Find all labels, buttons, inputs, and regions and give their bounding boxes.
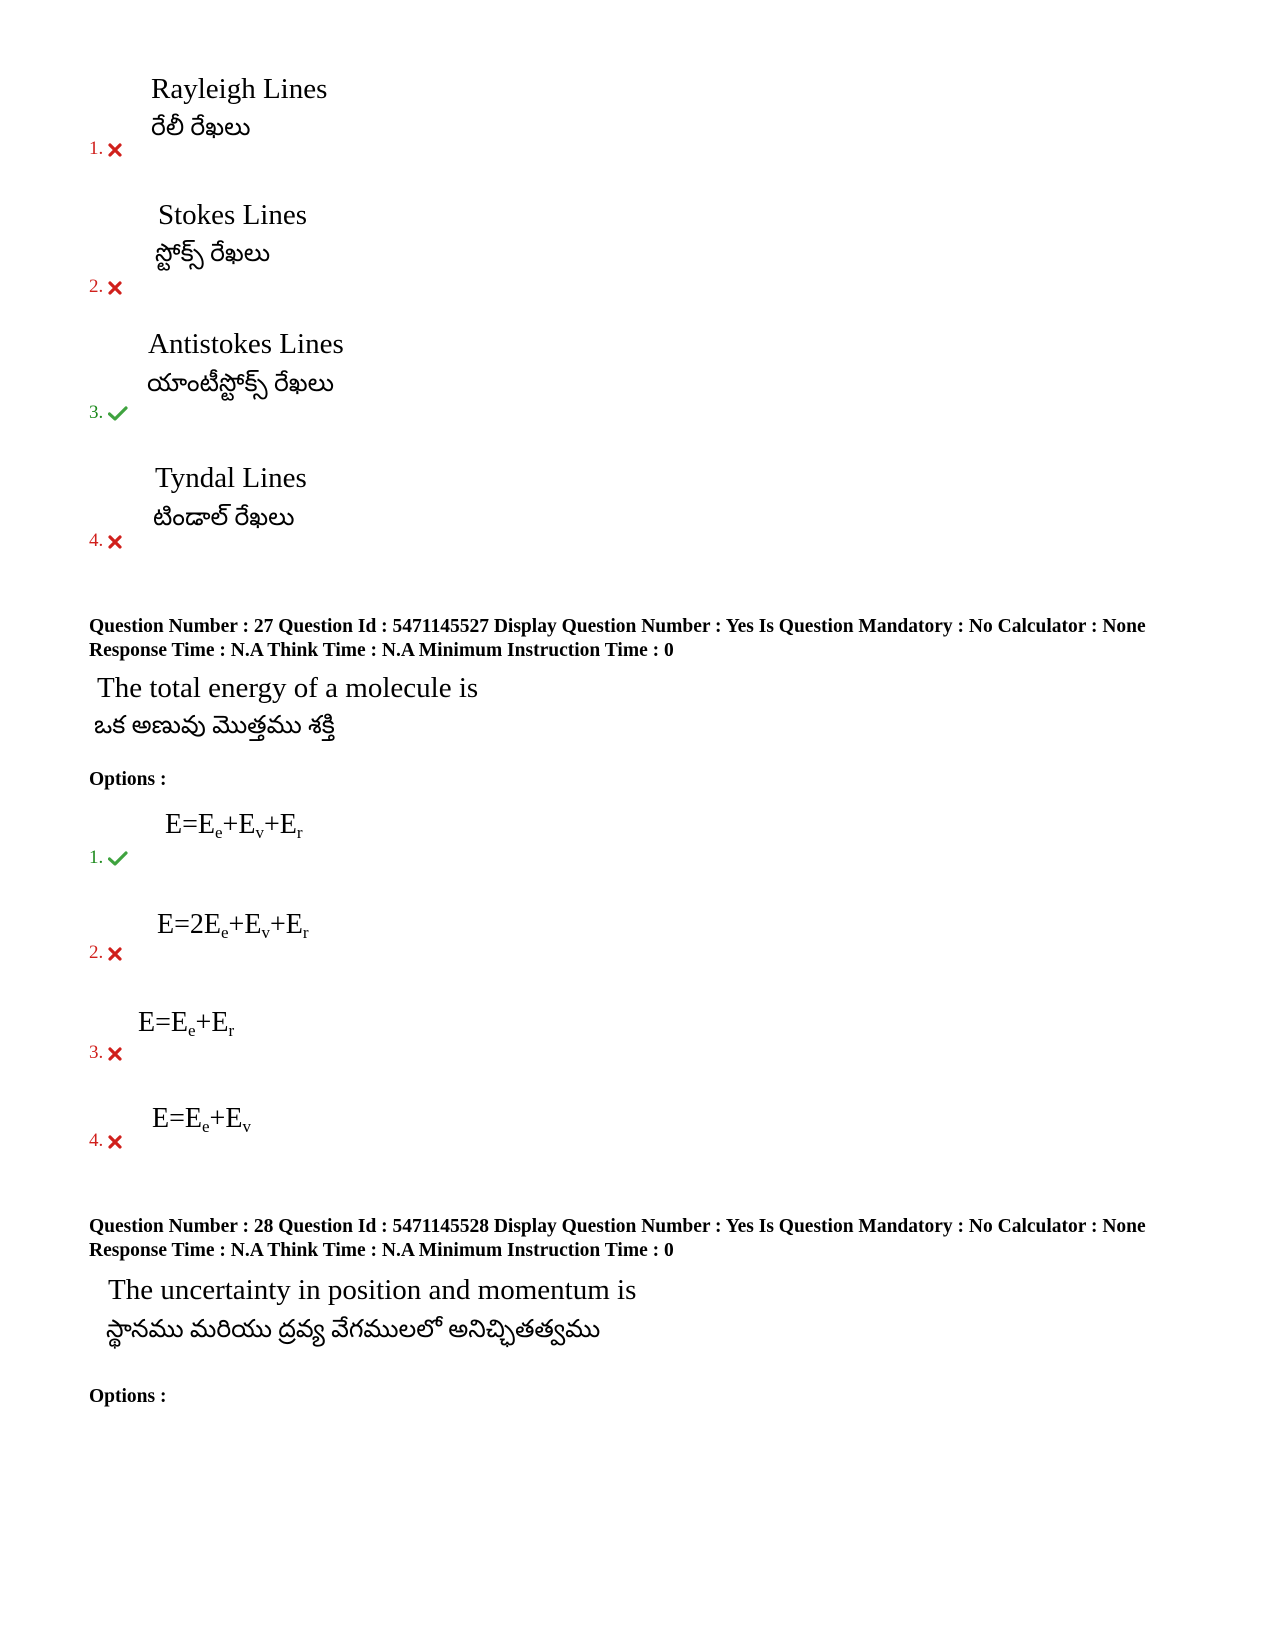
option-text-en: Rayleigh Lines [151, 73, 328, 105]
cross-mark-icon [108, 947, 122, 961]
option-text-en: Stokes Lines [158, 199, 308, 231]
option-number: 2. [89, 942, 122, 964]
option-formula: $E=E_e+E_v$ [152, 1103, 251, 1136]
question-text-te: ఒక అణువు మొత్తము శక్తి [94, 712, 335, 739]
question-text-te: స్థానము మరియు ద్రవ్య వేగములలో అనిచ్ఛితత్వము [106, 1316, 601, 1343]
check-mark-icon [108, 851, 128, 867]
option-text-te: రేలీ రేఖలు [151, 114, 251, 141]
option-number: 1. [89, 847, 128, 869]
option-text-te: టిండాల్ రేఖలు [153, 504, 295, 531]
option-number: 2. [89, 276, 122, 298]
option-formula: $E=E_e+E_v+E_r$ [165, 809, 303, 842]
question-text-en: The uncertainty in position and momentum is [108, 1274, 637, 1306]
check-mark-icon [108, 406, 128, 422]
option-text-te: యాంటీస్టోక్స్ రేఖలు [147, 370, 335, 397]
option-number: 3. [89, 402, 128, 424]
question-text-en: The total energy of a molecule is [97, 672, 479, 704]
cross-mark-icon [108, 281, 122, 295]
option-text-en: Antistokes Lines [148, 328, 344, 360]
option-formula: $E=2E_e+E_v+E_r$ [157, 909, 309, 942]
cross-mark-icon [108, 143, 122, 157]
option-number: 4. [89, 530, 122, 552]
option-text-te: స్టోక్స్ రేఖలు [155, 240, 271, 267]
options-label: Options : [89, 769, 167, 790]
option-number: 4. [89, 1130, 122, 1152]
option-number: 1. [89, 138, 122, 160]
options-label: Options : [89, 1386, 167, 1407]
cross-mark-icon [108, 535, 122, 549]
cross-mark-icon [108, 1135, 122, 1149]
option-text-en: Tyndal Lines [155, 462, 307, 494]
question-meta: Question Number : 27 Question Id : 5471145527 Display Question Number : Yes Is Question Mandatory : No Calculator : None Response Time : N.A Think Time : N.A Minimum Instruction Time : 0 [89, 616, 1146, 661]
option-number: 3. [89, 1042, 122, 1064]
cross-mark-icon [108, 1047, 122, 1061]
option-formula: $E=E_e+E_r$ [138, 1007, 235, 1040]
question-meta: Question Number : 28 Question Id : 5471145528 Display Question Number : Yes Is Question Mandatory : No Calculator : None Response Time : N.A Think Time : N.A Minimum Instruction Time : 0 [89, 1216, 1146, 1261]
